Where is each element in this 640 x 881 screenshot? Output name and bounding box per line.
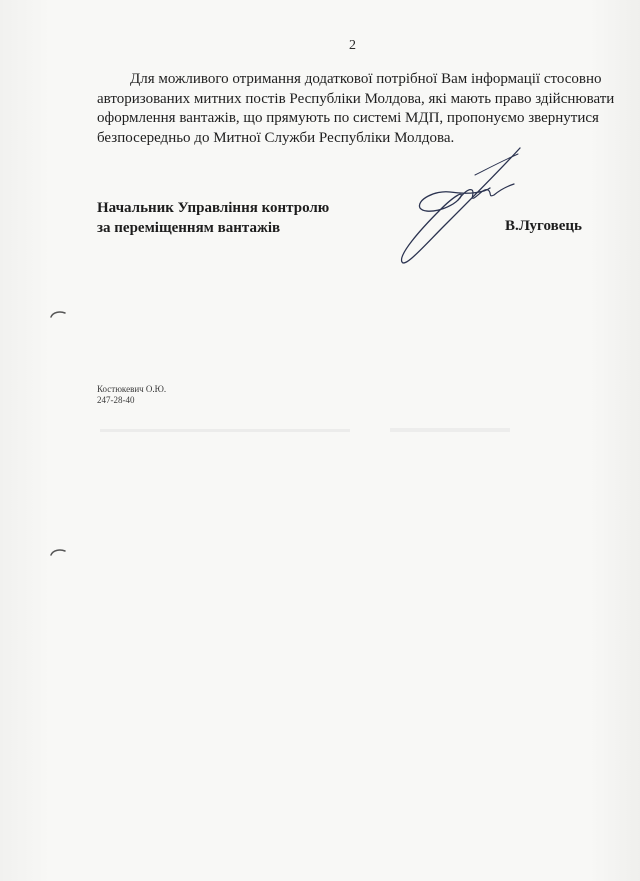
body-paragraph [97,70,615,148]
punch-hole-mark-icon [50,310,66,318]
executor-info [97,384,166,406]
signatory-title-line: за переміщенням вантажів [97,219,281,236]
page-number: 2 [349,38,356,53]
executor-name: Костюкевич О.Ю. [97,384,167,394]
body-line: оформлення вантажів, що прямують по системі МДП, пропонуємо звернутися [97,110,599,126]
punch-hole-mark-icon [50,548,66,556]
signatory-title [97,199,329,238]
body-line: авторизованих митних постів Республіки Молдова, які мають право здійснювати [97,90,615,107]
signatory-title-line: Начальник Управління контролю [97,200,330,216]
executor-phone: 247-28-40 [97,395,135,405]
body-line: Для можливого отримання додаткової потрібної Вам інформації стосовно [130,71,602,87]
signatory-name: В.Луговець [505,218,582,234]
reverse-side-bleed-through [100,424,520,438]
signature-icon [390,140,530,270]
body-line: безпосередньо до Митної Служби Республіки Молдова. [97,129,455,146]
